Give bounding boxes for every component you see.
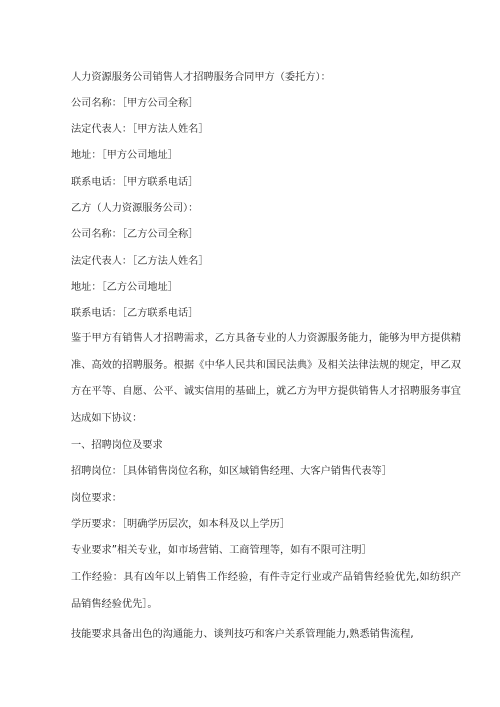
party-b-address: 地址：［乙方公司地址］ — [71, 282, 178, 293]
party-b-heading: 乙方（人力资源服务公司）： — [71, 203, 199, 214]
party-b-phone: 联系电话：［乙方联系电话］ — [71, 308, 199, 319]
experience-requirement: 工作经验：具有凶年以上销售工作经验，有件寺定行业或产品销售经验优先,如纺织产品销售经验优先］。 — [71, 572, 461, 610]
party-a-phone: 联系电话：［甲方联系电话］ — [71, 177, 199, 188]
party-a-company-name: 公司名称：［甲方公司全称］ — [71, 98, 199, 109]
party-a-legal-rep: 法定代表人：［甲方法人姓名］ — [71, 124, 209, 135]
education-requirement: 学历要求：［明确学历层次，如本科及以上学历］ — [71, 519, 291, 530]
party-b-company-name: 公司名称：［乙方公司全称］ — [71, 229, 199, 240]
skills-requirement: 技能要求具备出色的沟通能力、谈判技巧和客户关系管理能力,熟悉销售流程, — [71, 629, 414, 640]
position-line: 招聘岗位：［具体销售岗位名称，如区域销售经理、大客户销售代表等］ — [71, 466, 392, 477]
section-heading-positions: 一、招聘岗位及要求 — [71, 440, 163, 451]
preamble-paragraph: 鉴于甲方有销售人才招聘需求，乙方具备专业的人力资源服务能力，能够为甲方提供精准、高效的招聘服务。根据《中华人民共和国民法典》及相关法律法规的规定，甲乙双方在平等、自愿、公平、诚实信用的基础上，就乙方为甲方提供销售人才招聘服务事宜达成如下协议： — [71, 333, 461, 424]
major-requirement: 专业要求”相关专业，如市场营销、工商管理等，如有不限可注明］ — [71, 545, 372, 556]
party-a-address: 地址：［甲方公司地址］ — [71, 150, 178, 161]
requirements-heading: 岗位要求： — [71, 493, 122, 504]
contract-title: 人力资源服务公司销售人才招聘服务合同甲方（委托方）： — [71, 72, 331, 83]
party-b-legal-rep: 法定代表人：［乙方法人姓名］ — [71, 256, 209, 267]
